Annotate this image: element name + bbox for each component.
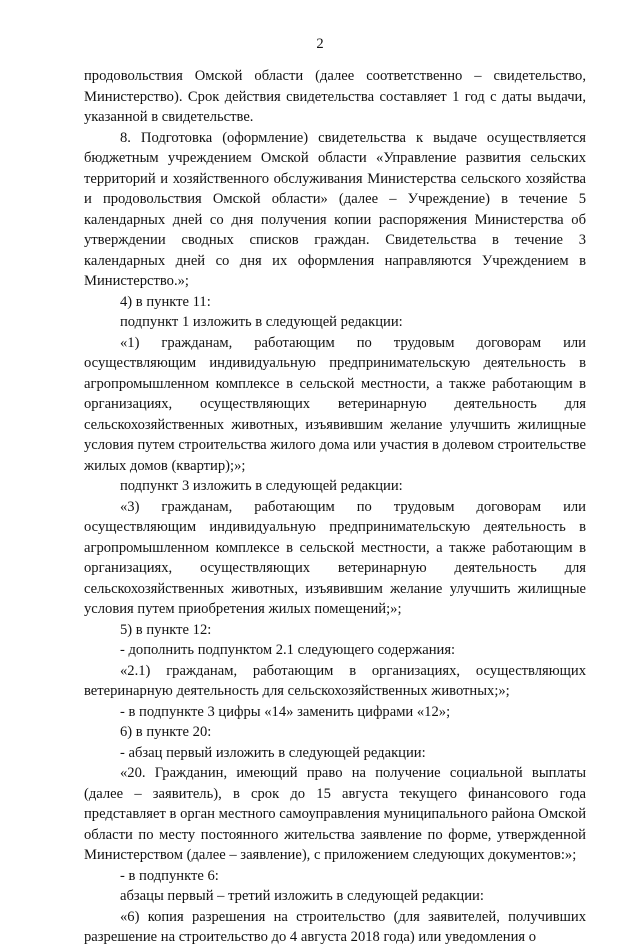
- paragraph: «2.1) гражданам, работающим в организациях, осуществляющих ветеринарную деятельность для сельскохозяйственных животных;»;: [84, 662, 586, 699]
- paragraph: подпункт 3 изложить в следующей редакции:: [120, 478, 403, 494]
- paragraph: - абзац первый изложить в следующей редакции:: [120, 744, 426, 761]
- paragraph: - в подпункте 3 цифры «14» заменить цифрами «12»;: [120, 703, 451, 720]
- paragraph: 4) в пункте 11:: [120, 293, 211, 310]
- paragraph: 8. Подготовка (оформление) свидетельства к выдаче осуществляется бюджетным учреждением Омской области «Управление развития сельских территорий и хозяйственного обслуживания Министерства сельского хозяйства и продовольствия Омской области» (далее – Учреждение) в течение 5 календарных дней со дня получения копии распоряжения Министерства об утверждении сводных списков граждан. Свидетельства в течение 3 календарных дней со дня их оформления направляются Учреждением в Министерство.»;: [84, 129, 586, 289]
- paragraph: - в подпункте 6:: [120, 867, 219, 884]
- paragraph: «3) гражданам, работающим по трудовым договорам или осуществляющим индивидуальную предпринимательскую деятельность в агропромышленном комплексе в сельской местности, а также работающим в организациях, осуществляющих ветеринарную деятельность для сельскохозяйственных животных, изъявившим желание улучшить жилищные условия путем приобретения жилых помещений;»;: [84, 498, 586, 617]
- paragraph: продовольствия Омской области (далее соответственно – свидетельство, Министерство). Срок действия свидетельства составляет 1 год с даты выдачи, указанной в свидетельстве.: [84, 68, 586, 125]
- paragraph: - дополнить подпунктом 2.1 следующего содержания:: [120, 642, 456, 658]
- paragraph: «6) копия разрешения на строительство (для заявителей, получивших разрешение на строительство до 4 августа 2018 года) или уведомления о: [84, 908, 586, 945]
- paragraph: «1) гражданам, работающим по трудовым договорам или осуществляющим индивидуальную предпринимательскую деятельность в агропромышленном комплексе в сельской местности, а также работающим в организациях, осуществляющих ветеринарную деятельность для сельскохозяйственных животных, изъявившим желание улучшить жилищные условия путем строительства жилого дома или участия в долевом строительстве жилых домов (квартир);»;: [84, 334, 586, 474]
- paragraph: абзацы первый – третий изложить в следующей редакции:: [120, 888, 484, 904]
- paragraph: 6) в пункте 20:: [120, 724, 212, 740]
- document-body: [84, 66, 586, 948]
- paragraph: «20. Гражданин, имеющий право на получение социальной выплаты (далее – заявитель), в срок до 15 августа текущего финансового года представляет в орган местного самоуправления муниципального района Омской области по месту постоянного жительства заявление по форме, утвержденной Министерством (далее – заявление), с приложением следующих документов:»;: [84, 765, 586, 863]
- paragraph: подпункт 1 изложить в следующей редакции:: [120, 314, 403, 330]
- paragraph: 5) в пункте 12:: [120, 621, 212, 638]
- page-number: 2: [316, 36, 324, 52]
